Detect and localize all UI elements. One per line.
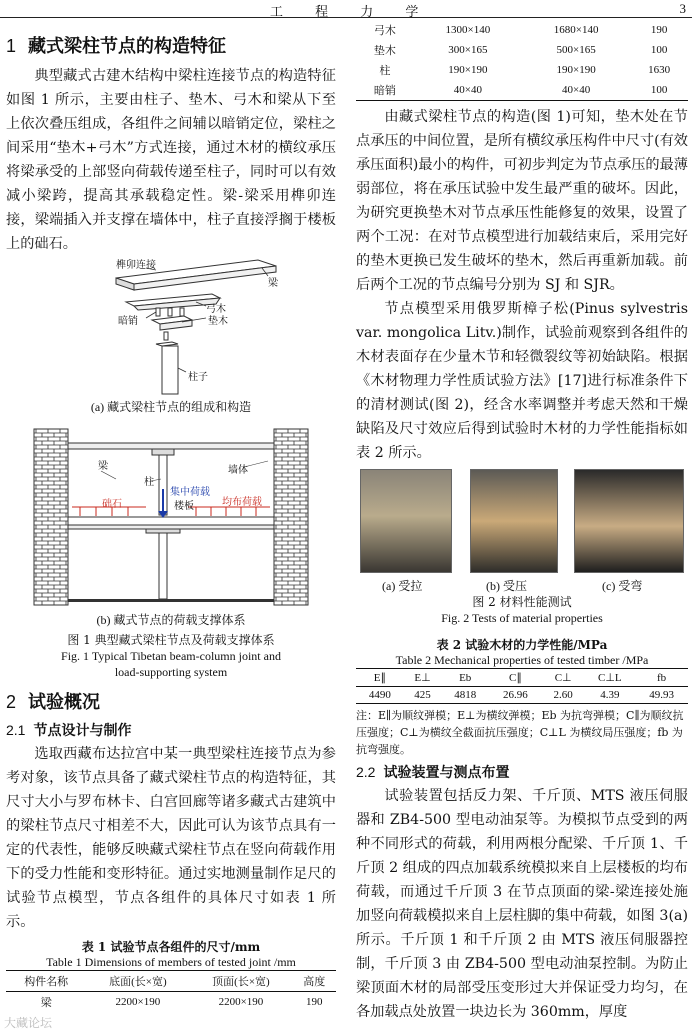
page-number: 3 xyxy=(679,1,686,16)
table-cell: 暗销 xyxy=(356,80,414,101)
left-column xyxy=(6,22,336,1012)
compression-test-photo xyxy=(470,469,558,573)
table-header: E∥ xyxy=(356,669,404,687)
right-paragraph-2: 节点模型采用俄罗斯樟子松(Pinus sylvestris var. mongolica Litv.)制作，试验前观察到各组件的木材表面存在少量木节和轻微裂纹等初始缺陷。根据《木材物理力学性质试验方法》[17]进行标准条件下的清材测试(图 2)，经含水率调整并考虑天然和干燥缺陷及尺寸效应后得到试验时木材的力学性能指标如表 2 所示。 xyxy=(356,301,688,461)
figure-1a-caption: (a) 藏式梁柱节点的组成和构造 xyxy=(90,400,252,414)
figure-1b-caption: (b) 藏式节点的荷载支撑体系 xyxy=(96,613,246,627)
table-header: 底面(长×宽) xyxy=(86,971,189,992)
label-pad-wood: 垫木 xyxy=(208,316,228,327)
section-title: 试验概况 xyxy=(28,692,101,713)
table-cell: 梁 xyxy=(40,997,52,1009)
table-cell: 425 xyxy=(404,687,442,704)
label-mortise: 榫卯连接 xyxy=(116,260,156,271)
table-cell: 100 xyxy=(650,44,668,56)
table-2-note: 注：E∥为顺纹弹模；E⊥为横纹弹模；Eb 为抗弯弹模；C∥为顺纹抗压强度；C⊥为横纹全截面抗压强度；C⊥L 为横纹局压强度；fb 为抗弯强度。 xyxy=(356,709,684,756)
right-paragraph-1: 由藏式梁柱节点的构造(图 1)可知，垫木处在节点承压的中间位置，是所有横纹承压构件中尺寸(有效承压面积)最小的构件，可初步判定为节点承压的最薄弱部位，将在承压试验中发生最严重的破坏。因此，为研究更换垫木对节点承压性能修复的效果，设置了两个工况：在对节点模型进行加载结束后，采用完好的垫木更换已发生破坏的垫木，然后再重新加载。前后两个工况的节点编号分别为 SJ 和 SJR。 xyxy=(356,109,688,293)
section-2-1-paragraph: 选取西藏布达拉宫中某一典型梁柱连接节点为参考对象，该节点具备了藏式梁柱节点的构造特征，其尺寸大小与罗布林卡、白宫回廊等诸多藏式古建筑中的梁柱节点尺寸相差不大，因此可认为该节点具有一定的代表性，能够反映藏式梁柱节点在竖向荷载作用下的受力性能和变形特征。通过实地测量制作足尺的试验节点模型，节点各组件的具体尺寸如表 1 所示。 xyxy=(6,746,336,930)
table-header: C⊥ xyxy=(542,669,585,687)
subsection-2-2-heading xyxy=(356,762,688,782)
table-1 xyxy=(6,970,336,1012)
table-header: 构件名称 xyxy=(6,971,86,992)
subsection-number: 2.1 xyxy=(6,722,26,738)
section-2-2-paragraph: 试验装置包括反力架、千斤顶、MTS 液压伺服器和 ZB4-500 型电动油泵等。为模拟节点受到的两种不同形式的荷载，利用两根分配梁、千斤顶 1、千斤顶 2 组成的四点加载系统模拟来自上层楼板的均布荷载，而通过千斤顶 3 在节点顶面的梁-梁连接处施加竖向荷载模拟来自上层柱脚的集中荷载，如图 3(a)所示。千斤顶 1 和千斤顶 2 由 MTS 液压伺服器控制，千斤顶 3 由 ZB4-500 型电动油泵控制。为防止梁顶面木材的局部受压变形过大并保证受力均匀，在各加载点处放置一块边长为 360mm，厚度 xyxy=(356,788,688,1020)
section-title: 藏式梁柱节点的构造特征 xyxy=(28,36,227,57)
table-header: C⊥L xyxy=(584,669,635,687)
table-1-title-cn: 表 1 试验节点各组件的尺寸/mm xyxy=(81,940,261,954)
table-row xyxy=(356,40,688,60)
table-1-continued xyxy=(356,20,688,101)
journal-name: 工 程 力 学 xyxy=(270,5,433,20)
load-support-diagram xyxy=(6,421,336,609)
figure-1-caption-cn: 图 1 典型藏式梁柱节点及荷载支撑体系 xyxy=(67,633,275,647)
figure-1b xyxy=(6,421,336,609)
section-number: 1 xyxy=(6,36,17,56)
table-cell: 4818 xyxy=(441,687,489,704)
table-row xyxy=(356,20,688,40)
table-cell: 4490 xyxy=(356,687,404,704)
figure-2-subcaptions xyxy=(356,577,688,593)
table-cell: 190×190 xyxy=(448,64,488,76)
figure-2 xyxy=(356,469,688,577)
table-row xyxy=(356,687,688,704)
table-cell: 弓木 xyxy=(373,25,396,37)
joint-exploded-diagram xyxy=(6,256,336,396)
table-header: C∥ xyxy=(489,669,542,687)
section-number: 2 xyxy=(6,692,17,712)
table-cell: 100 xyxy=(630,80,688,101)
table-header: 顶面(长×宽) xyxy=(189,971,292,992)
figure-1-caption-en: Fig. 1 Typical Tibetan beam-column joint and xyxy=(61,649,281,663)
subsection-title: 节点设计与制作 xyxy=(33,723,132,739)
table-cell: 4.39 xyxy=(584,687,635,704)
label-concentrated-load: 集中荷载 xyxy=(170,487,210,498)
subsection-title: 试验装置与测点布置 xyxy=(383,765,510,781)
section-1-heading xyxy=(6,32,336,58)
figure-2-caption-cn: 图 2 材料性能测试 xyxy=(472,595,572,609)
section-1-paragraph: 典型藏式古建木结构中梁柱连接节点的构造特征如图 1 所示，主要由柱子、垫木、弓木和梁从下至上依次叠压组成，各组件之间辅以暗销定位，梁柱之间采用“垫木+弓木”方式连接，通过木材的横纹承压将梁承受的上部竖向荷载传递至柱子，同时可以有效减小梁跨，提高其承载稳定性。梁-梁采用榫卯连接，梁端插入并支撑在墙体中，柱子直接浮搁于楼板上的础石。 xyxy=(6,68,336,252)
figure-1-caption-en-2: load-supporting system xyxy=(114,665,228,679)
table-cell: 1680×140 xyxy=(553,24,599,36)
table-cell: 2.60 xyxy=(542,687,585,704)
table-cell: 40×40 xyxy=(414,80,522,101)
table-header: Eb xyxy=(441,669,489,687)
label-distributed-load: 均布荷载 xyxy=(222,497,262,508)
table-cell: 2200×190 xyxy=(115,996,161,1008)
figure-2c-caption: (c) 受弯 xyxy=(602,579,643,593)
running-head xyxy=(0,0,692,18)
figure-2b-caption: (b) 受压 xyxy=(486,579,527,593)
label-column: 柱子 xyxy=(188,372,208,383)
table-2-title-en: Table 2 Mechanical properties of tested timber /MPa xyxy=(395,653,649,667)
table-cell: 300×165 xyxy=(448,44,488,56)
table-cell: 垫木 xyxy=(373,45,396,57)
label-bow-wood: 弓木 xyxy=(206,304,226,315)
table-cell: 500×165 xyxy=(556,44,596,56)
tension-test-photo xyxy=(360,469,452,573)
right-column xyxy=(356,20,688,1024)
table-cell: 40×40 xyxy=(522,80,630,101)
subsection-2-1-heading xyxy=(6,720,336,740)
figure-2-caption-en: Fig. 2 Tests of material properties xyxy=(441,611,603,625)
table-cell: 柱 xyxy=(379,65,391,77)
table-cell: 2200×190 xyxy=(218,996,264,1008)
table-cell: 26.96 xyxy=(489,687,542,704)
label-beam: 梁 xyxy=(98,461,108,472)
figure-2a-caption: (a) 受拉 xyxy=(382,579,423,593)
label-column: 柱 xyxy=(144,477,154,488)
table-header: 高度 xyxy=(292,971,336,992)
table-row xyxy=(6,992,336,1013)
table-cell: 190 xyxy=(650,24,668,36)
table-2 xyxy=(356,668,688,704)
subsection-number: 2.2 xyxy=(356,764,376,780)
figure-1a xyxy=(6,256,336,396)
bending-test-photo xyxy=(574,469,684,573)
table-header: fb xyxy=(635,669,688,687)
table-2-title-cn: 表 2 试验木材的力学性能/MPa xyxy=(436,638,608,652)
label-hidden-pin: 暗销 xyxy=(118,316,138,327)
section-2-heading xyxy=(6,688,336,714)
table-cell: 1300×140 xyxy=(445,24,491,36)
label-wall: 墙体 xyxy=(228,465,248,476)
table-row xyxy=(356,80,688,101)
watermark: 大藏论坛 xyxy=(4,1016,53,1030)
label-base-stone: 础石 xyxy=(102,499,122,510)
table-cell: 1630 xyxy=(648,64,671,76)
label-beam: 梁 xyxy=(268,278,278,289)
label-slab: 楼板 xyxy=(174,501,194,512)
table-cell: 190 xyxy=(305,996,323,1008)
table-row xyxy=(356,60,688,80)
table-cell: 49.93 xyxy=(635,687,688,704)
table-1-title-en: Table 1 Dimensions of members of tested joint /mm xyxy=(46,955,296,969)
table-cell: 190×190 xyxy=(556,64,596,76)
table-header: E⊥ xyxy=(404,669,442,687)
